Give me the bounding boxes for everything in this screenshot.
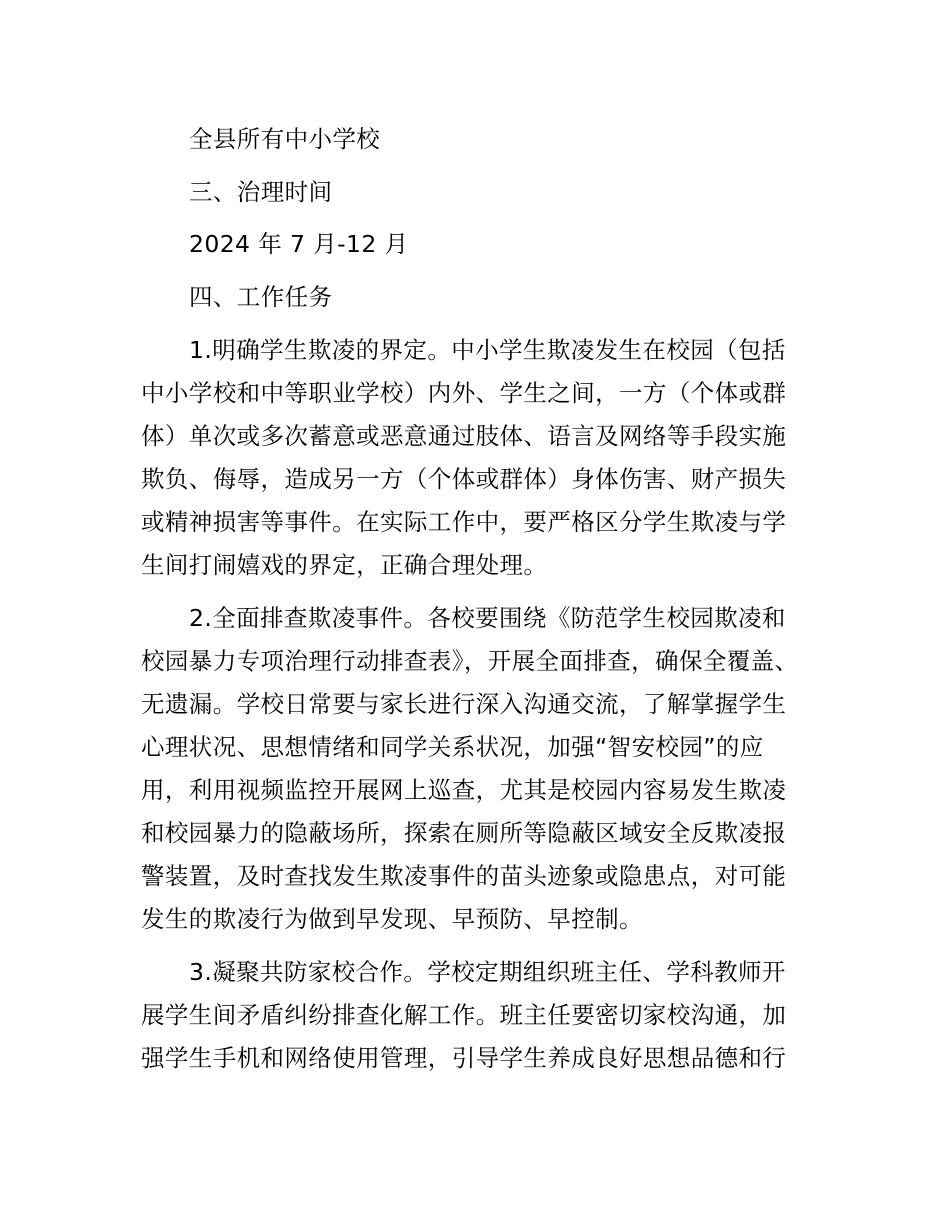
paragraph-line: 用，利用视频监控开展网上巡查，尤其是校园内容易发生欺凌	[141, 776, 787, 804]
section-heading-time: 三、治理时间	[189, 178, 333, 206]
paragraph-line: 或精神损害等事件。在实际工作中，要严格区分学生欺凌与学	[141, 508, 787, 536]
paragraph-line: 无遗漏。学校日常要与家长进行深入沟通交流，了解掌握学生	[141, 690, 787, 718]
paragraph-line: 强学生手机和网络使用管理，引导学生养成良好思想品德和行	[141, 1044, 787, 1072]
paragraph-line: 心理状况、思想情绪和同学关系状况，加强“智安校园”的应	[141, 733, 764, 761]
paragraph-line: 和校园暴力的隐蔽场所，探索在厕所等隐蔽区域安全反欺凌报	[141, 819, 787, 847]
section-heading-tasks: 四、工作任务	[189, 283, 333, 311]
paragraph-line: 中小学校和中等职业学校）内外、学生之间，一方（个体或群	[141, 379, 787, 407]
paragraph-line: 警装置，及时查找发生欺凌事件的苗头迹象或隐患点，对可能	[141, 862, 787, 890]
paragraph-line: 展学生间矛盾纠纷排查化解工作。班主任要密切家校沟通，加	[141, 1001, 787, 1029]
paragraph-line: 1.明确学生欺凌的界定。中小学生欺凌发生在校园（包括	[189, 336, 786, 364]
scope-line: 全县所有中小学校	[189, 125, 381, 153]
paragraph-line: 校园暴力专项治理行动排查表》，开展全面排查，确保全覆盖、	[141, 647, 799, 675]
paragraph-line: 发生的欺凌行为做到早发现、早预防、早控制。	[141, 905, 643, 933]
paragraph-line: 欺负、侮辱，造成另一方（个体或群体）身体伤害、财产损失	[141, 465, 787, 493]
paragraph-line: 3.凝聚共防家校合作。学校定期组织班主任、学科教师开	[189, 958, 786, 986]
time-range-line: 2024 年 7 月-12 月	[189, 230, 409, 258]
paragraph-line: 体）单次或多次蓄意或恶意通过肢体、语言及网络等手段实施	[141, 422, 787, 450]
paragraph-line: 生间打闹嬉戏的界定，正确合理处理。	[141, 551, 548, 579]
paragraph-line: 2.全面排查欺凌事件。各校要围绕《防范学生校园欺凌和	[189, 604, 786, 632]
